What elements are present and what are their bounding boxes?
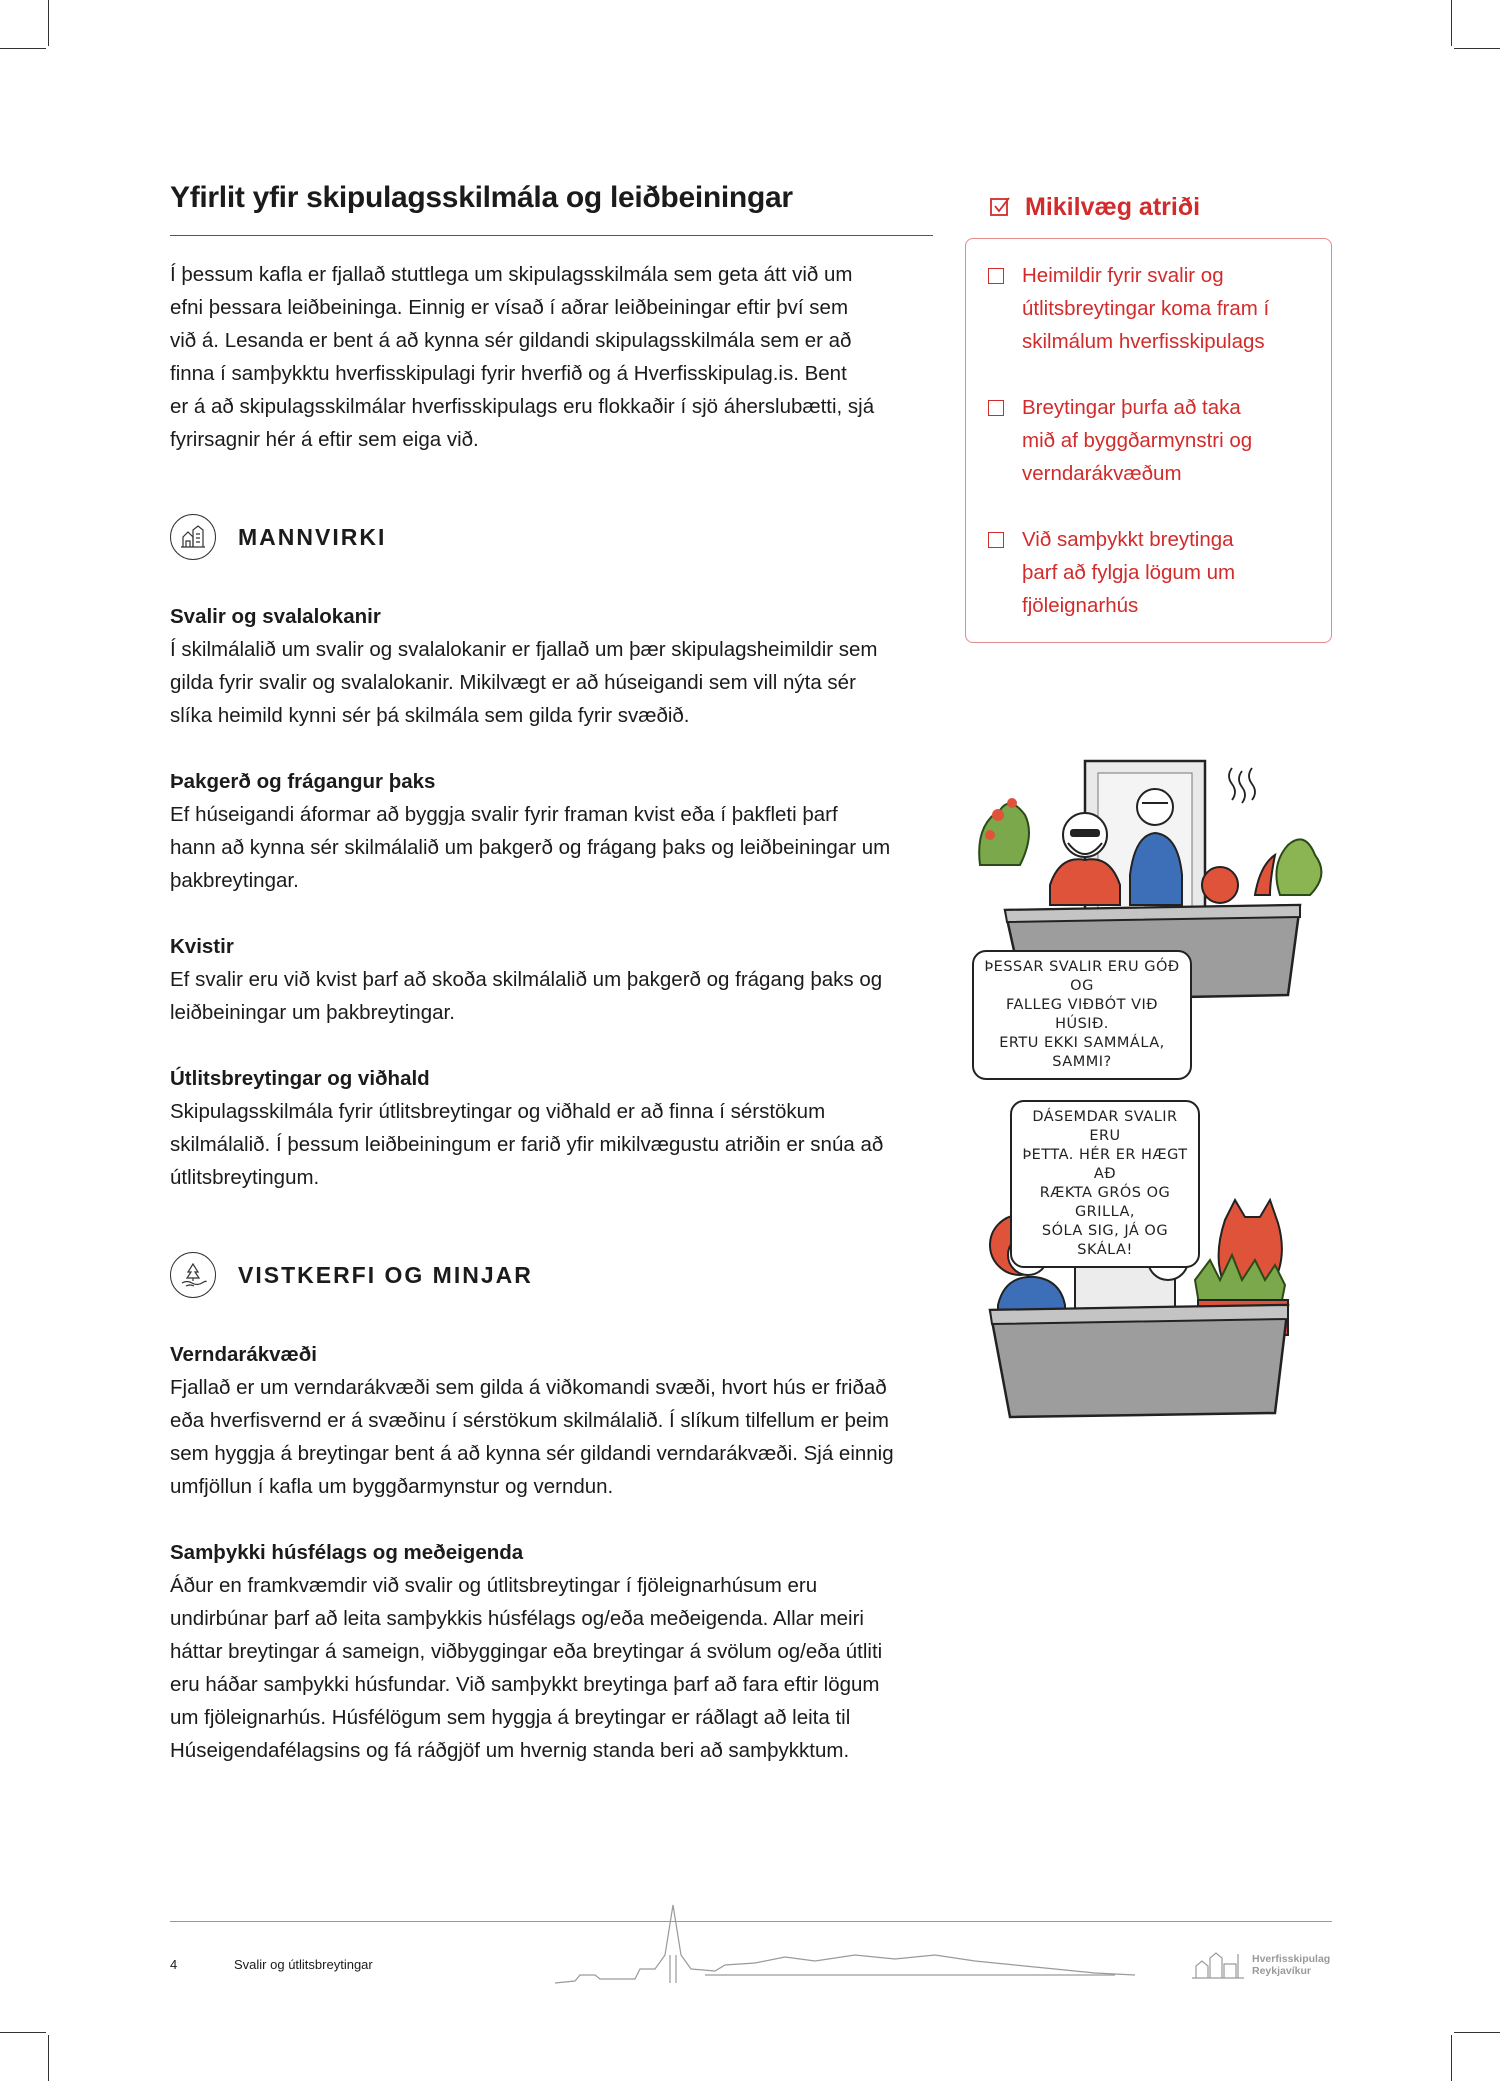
crop-mark: [48, 0, 49, 46]
crop-mark: [1451, 0, 1452, 46]
text-line: fyrirsagnir hér á eftir sem eiga við.: [170, 428, 479, 451]
text-line: er á að skipulagsskilmálar hverfisskipulags eru flokkaðir í sjö áherslubætti, sjá: [170, 395, 875, 418]
page-number: 4: [170, 1957, 178, 1972]
text-line: þarf að fylgja lögum um: [1022, 561, 1236, 584]
crop-mark: [1454, 2032, 1500, 2033]
title-rule: [170, 235, 933, 236]
key-point-item: [988, 391, 1311, 490]
text-line: við á. Lesanda er bent á að kynna sér gildandi skipulagsskilmála sem er að: [170, 329, 852, 352]
text-line: Húseigendafélagsins og fá ráðgjöf um hvernig standa beri að samþykktum.: [170, 1739, 850, 1762]
text-line: Skipulagsskilmála fyrir útlitsbreytingar og viðhald er að finna í sérstökum: [170, 1100, 826, 1123]
content-block: [170, 600, 932, 732]
text-line: Ef húseigandi áformar að byggja svalir fyrir framan kvist eða í þakfleti þarf: [170, 803, 838, 826]
footer-title: Svalir og útlitsbreytingar: [234, 1957, 373, 1972]
text-line: Heimildir fyrir svalir og: [1022, 264, 1224, 287]
logo-mark-icon: [1190, 1948, 1246, 1982]
crop-mark: [48, 2035, 49, 2081]
crop-mark: [0, 48, 46, 49]
main-column: [170, 178, 932, 1767]
section-label: MANNVIRKI: [238, 523, 387, 550]
text-line: um fjöleignarhús. Húsfélögum sem hyggja á breytingar er ráðlagt að leita til: [170, 1706, 851, 1729]
text-line: Í skilmálalið um svalir og svalalokanir er fjallað um þær skipulagsheimildir sem: [170, 638, 878, 661]
text-line: gilda fyrir svalir og svalalokanir. Mikilvægt er að húseigandi sem vill nýta sér: [170, 671, 856, 694]
text-line: Í þessum kafla er fjallað stuttlega um skipulagsskilmála sem geta átt við um: [170, 263, 853, 286]
text-line: mið af byggðarmynstri og: [1022, 429, 1253, 452]
content-block: [170, 930, 932, 1029]
content-block: [170, 1338, 932, 1503]
text-line: Ef svalir eru við kvist þarf að skoða skilmálalið um þakgerð og frágang þaks og: [170, 968, 883, 991]
key-point-item: [988, 259, 1311, 358]
text-line: eða hverfisvernd er á svæðinu í sérstökum skilmálalið. Í slíkum tilfellum er þeim: [170, 1409, 889, 1432]
logo-text: [1252, 1953, 1330, 1977]
crop-mark: [1451, 2035, 1452, 2081]
buildings-icon: [170, 514, 216, 560]
text-line: útlitsbreytingum.: [170, 1166, 320, 1189]
text-line: finna í samþykktu hverfisskipulagi fyrir hverfið og á Hverfisskipulag.is. Bent: [170, 362, 847, 385]
bubble-line: DÁSEMDAR SVALIR ERU: [1032, 1109, 1178, 1144]
speech-bubble: [1010, 1100, 1200, 1268]
crop-mark: [1454, 48, 1500, 49]
text-line: háttar breytingar á sameign, viðbyggingar eða breytingar á svölum og/eða útliti: [170, 1640, 883, 1663]
text-line: fjöleignarhús: [1022, 594, 1139, 617]
page-title: Yfirlit yfir skipulagsskilmála og leiðbeiningar: [170, 181, 793, 214]
ecosystem-icon: [170, 1252, 216, 1298]
text-line: slíka heimild kynni sér þá skilmála sem gilda fyrir svæðið.: [170, 704, 690, 727]
text-line: eru háðar samþykki húsfundar. Við samþykkt breytinga þarf að fara eftir lögum: [170, 1673, 880, 1696]
text-line: umfjöllun í kafla um byggðarmynstur og verndun.: [170, 1475, 614, 1498]
key-point-item: [988, 523, 1311, 622]
sidebar-key-points: [965, 182, 1332, 643]
text-line: Fjallað er um verndarákvæði sem gilda á viðkomandi svæði, hvort hús er friðað: [170, 1376, 887, 1399]
sidebar-title: Mikilvæg atriði: [1025, 192, 1201, 221]
speech-bubble: [972, 950, 1192, 1080]
section-label: VISTKERFI OG MINJAR: [238, 1261, 533, 1288]
text-line: Breytingar þurfa að taka: [1022, 396, 1241, 419]
bubble-line: ÞESSAR SVALIR ERU GÓÐ OG: [984, 959, 1180, 994]
text-line: sem hyggja á breytingar bent á að kynna sér gildandi verndarákvæði. Sjá einnig: [170, 1442, 894, 1465]
block-title: Þakgerð og frágangur þaks: [170, 770, 436, 793]
content-block: [170, 1536, 932, 1767]
section-heading-mannvirki: [170, 512, 932, 562]
text-line: verndarákvæðum: [1022, 462, 1182, 485]
section-heading-vistkerfi: [170, 1250, 932, 1300]
block-title: Kvistir: [170, 935, 234, 958]
text-line: útlitsbreytingar koma fram í: [1022, 297, 1270, 320]
text-line: undirbúnar þarf að leita samþykkis húsfélags og/eða meðeigenda. Allar meiri: [170, 1607, 864, 1630]
text-line: leiðbeiningar um þakbreytingar.: [170, 1001, 455, 1024]
text-line: Við samþykkt breytinga: [1022, 528, 1234, 551]
checkbox-icon: [988, 400, 1004, 416]
block-title: Samþykki húsfélags og meðeigenda: [170, 1541, 524, 1564]
block-title: Útlitsbreytingar og viðhald: [170, 1067, 430, 1090]
balcony-illustration-1: [970, 755, 1340, 1070]
block-title: Svalir og svalalokanir: [170, 605, 381, 628]
intro-paragraph: [170, 258, 932, 456]
text-line: skilmálalið. Í þessum leiðbeiningum er farið yfir mikilvægustu atriðin er snúa að: [170, 1133, 884, 1156]
bubble-line: FALLEG VIÐBÓT VIÐ HÚSIÐ.: [1005, 997, 1159, 1032]
bubble-line: SÓLA SIG, JÁ OG SKÁLA!: [1041, 1223, 1169, 1258]
logo-line: Hverfisskipulag: [1252, 1953, 1331, 1965]
hverfisskipulag-logo: [1190, 1948, 1330, 1982]
text-line: Áður en framkvæmdir við svalir og útlitsbreytingar í fjöleignarhúsum eru: [170, 1574, 818, 1597]
bubble-line: ERTU EKKI SAMMÁLA, SAMMI?: [999, 1035, 1165, 1070]
balcony-illustration-2: [970, 1095, 1340, 1425]
text-line: hann að kynna sér skilmálalið um þakgerð og frágang þaks og leiðbeiningar um: [170, 836, 891, 859]
logo-line: Reykjavíkur: [1252, 1965, 1311, 1977]
sidebar-heading: [965, 182, 1332, 232]
text-line: efni þessara leiðbeininga. Einnig er vísað í aðrar leiðbeiningar eftir því sem: [170, 296, 849, 319]
checked-box-icon: [989, 196, 1011, 218]
bubble-line: RÆKTA GRÓS OG GRILLA,: [1039, 1185, 1171, 1220]
checkbox-icon: [988, 268, 1004, 284]
content-block: [170, 765, 932, 897]
text-line: þakbreytingar.: [170, 869, 299, 892]
text-line: skilmálum hverfisskipulags: [1022, 330, 1265, 353]
crop-mark: [0, 2032, 46, 2033]
city-skyline-drawing: [555, 1895, 1135, 1990]
key-points-box: [965, 238, 1332, 643]
bubble-line: ÞETTA. HÉR ER HÆGT AÐ: [1022, 1147, 1188, 1182]
checkbox-icon: [988, 532, 1004, 548]
content-block: [170, 1062, 932, 1194]
block-title: Verndarákvæði: [170, 1343, 317, 1366]
